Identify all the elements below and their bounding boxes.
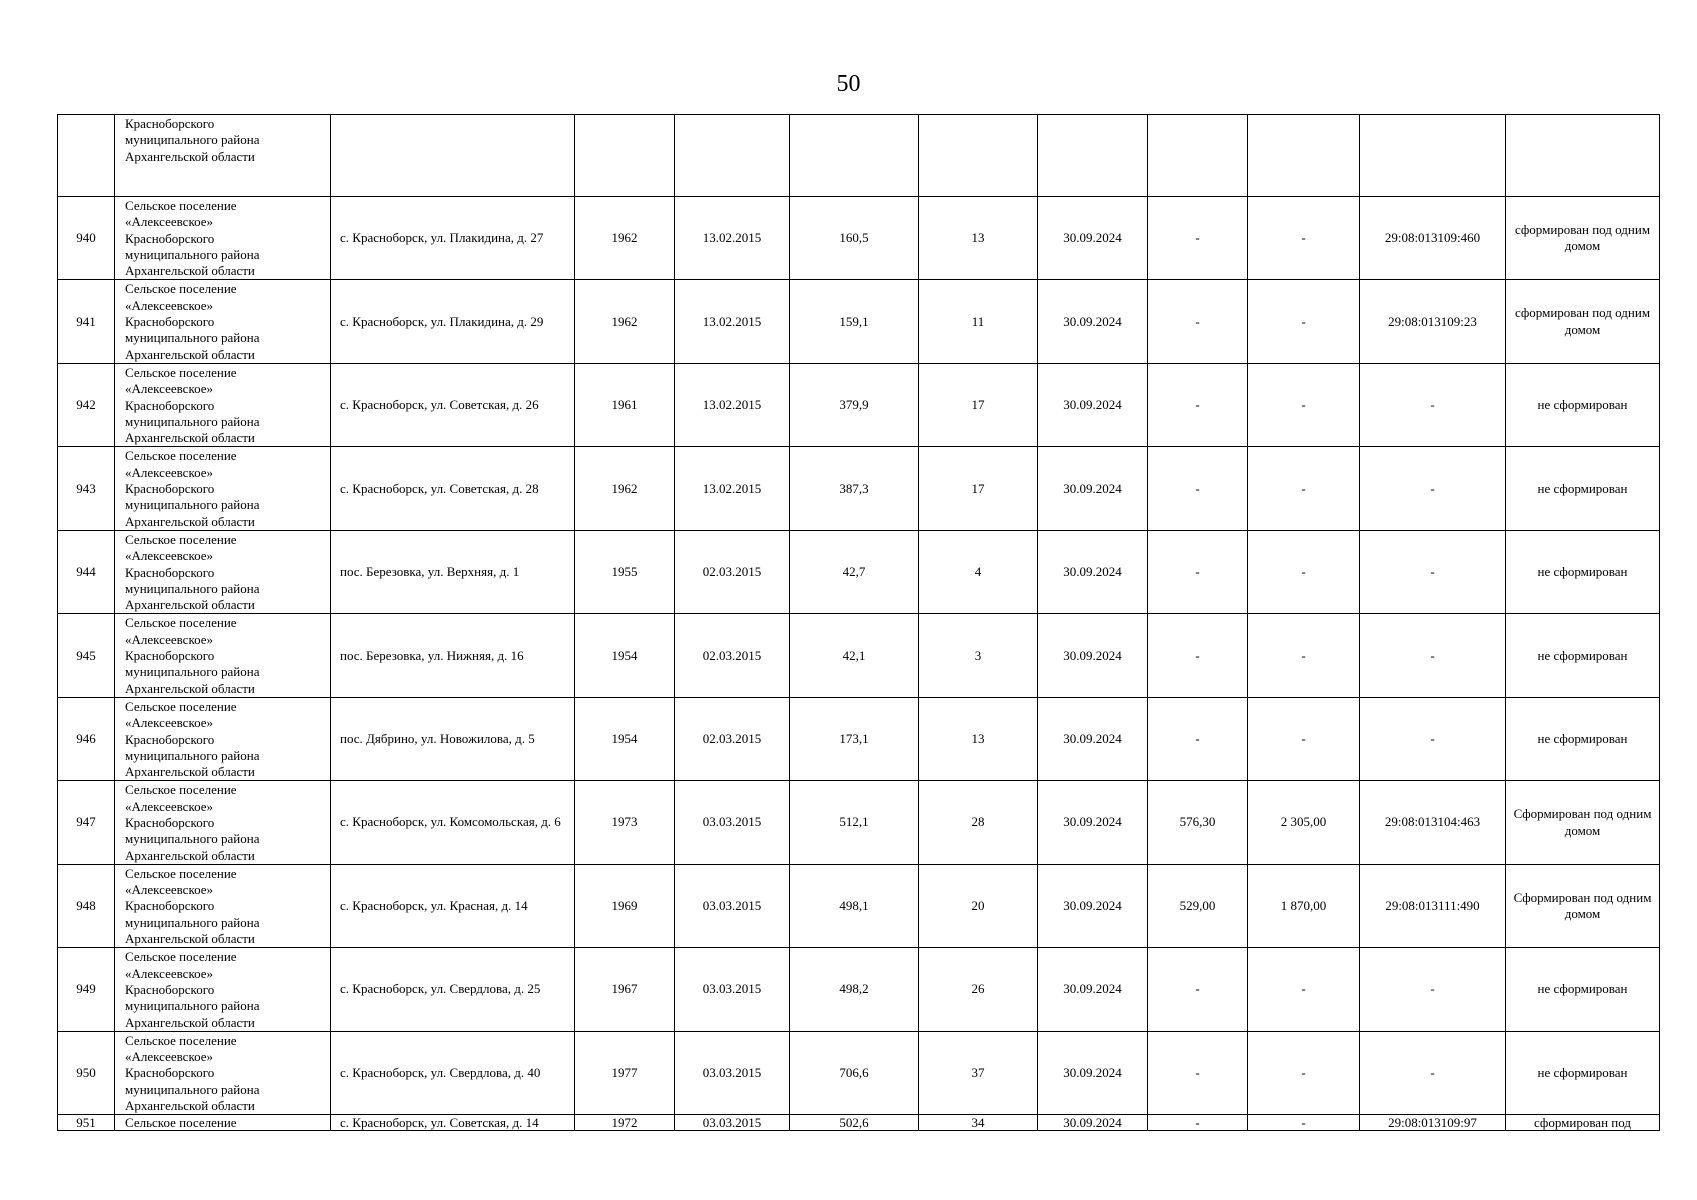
municipality-line: Архангельской области bbox=[125, 847, 255, 863]
cell-date-recognized: 13.02.2015 bbox=[675, 197, 790, 280]
cell-col-a: - bbox=[1148, 1115, 1248, 1131]
municipality-line: Сельское поселение bbox=[125, 1032, 237, 1048]
cell-col-a: 529,00 bbox=[1148, 864, 1248, 947]
cell-col-b: - bbox=[1248, 530, 1360, 613]
cell-col-a: 576,30 bbox=[1148, 781, 1248, 864]
municipality-line: Красноборского bbox=[125, 981, 215, 997]
cell-area: 379,9 bbox=[790, 363, 919, 446]
municipality-line: Архангельской области bbox=[125, 1014, 255, 1030]
municipality-line: «Алексеевское» bbox=[125, 715, 214, 731]
municipality-line: муниципального района bbox=[125, 831, 260, 847]
cell-col-b: - bbox=[1248, 197, 1360, 280]
municipality-line: Красноборского bbox=[125, 898, 215, 914]
cell-cadastral: - bbox=[1360, 1031, 1506, 1114]
cell-col-b: - bbox=[1248, 363, 1360, 446]
cell-col-a: - bbox=[1148, 614, 1248, 697]
cell-date-recognized: 03.03.2015 bbox=[675, 1115, 790, 1131]
cell-planned-date bbox=[1038, 115, 1148, 197]
municipality-line: «Алексеевское» bbox=[125, 882, 214, 898]
cell-land-status: Сформирован под одним домом bbox=[1506, 864, 1660, 947]
cell-cadastral: 29:08:013104:463 bbox=[1360, 781, 1506, 864]
cell-no: 943 bbox=[58, 447, 115, 530]
municipality-line: Сельское поселение bbox=[125, 1115, 237, 1131]
cell-land-status: не сформирован bbox=[1506, 447, 1660, 530]
table-row bbox=[58, 697, 1660, 780]
cell-municipality bbox=[115, 280, 331, 363]
cell-no: 944 bbox=[58, 530, 115, 613]
cell-no: 945 bbox=[58, 614, 115, 697]
municipality-line: Красноборского bbox=[125, 314, 215, 330]
cell-date-recognized: 03.03.2015 bbox=[675, 948, 790, 1031]
cell-col-b: - bbox=[1248, 280, 1360, 363]
cell-planned-date: 30.09.2024 bbox=[1038, 197, 1148, 280]
cell-residents: 34 bbox=[919, 1115, 1038, 1131]
cell-col-a: - bbox=[1148, 280, 1248, 363]
cell-planned-date: 30.09.2024 bbox=[1038, 1031, 1148, 1114]
cell-no: 950 bbox=[58, 1031, 115, 1114]
cell-cadastral: 29:08:013109:97 bbox=[1360, 1115, 1506, 1131]
cell-area bbox=[790, 115, 919, 197]
municipality-line: Красноборского bbox=[125, 814, 215, 830]
cell-year: 1969 bbox=[575, 864, 675, 947]
cell-no: 946 bbox=[58, 697, 115, 780]
cell-no: 940 bbox=[58, 197, 115, 280]
cell-address: пос. Дябрино, ул. Новожилова, д. 5 bbox=[331, 697, 575, 780]
cell-land-status: сформирован под одним домом bbox=[1506, 197, 1660, 280]
cell-col-b: - bbox=[1248, 697, 1360, 780]
municipality-line: «Алексеевское» bbox=[125, 631, 214, 647]
cell-cadastral: 29:08:013109:23 bbox=[1360, 280, 1506, 363]
cell-residents: 17 bbox=[919, 363, 1038, 446]
cell-planned-date: 30.09.2024 bbox=[1038, 948, 1148, 1031]
cell-planned-date: 30.09.2024 bbox=[1038, 614, 1148, 697]
cell-municipality bbox=[115, 115, 331, 197]
cell-col-b: - bbox=[1248, 614, 1360, 697]
municipality-line: муниципального района bbox=[125, 413, 260, 429]
cell-residents: 4 bbox=[919, 530, 1038, 613]
cell-address: с. Красноборск, ул. Плакидина, д. 29 bbox=[331, 280, 575, 363]
cell-land-status: не сформирован bbox=[1506, 1031, 1660, 1114]
municipality-line: Архангельской области bbox=[125, 764, 255, 780]
cell-year: 1962 bbox=[575, 280, 675, 363]
cell-col-a: - bbox=[1148, 530, 1248, 613]
municipality-line: муниципального района bbox=[125, 747, 260, 763]
cell-col-a: - bbox=[1148, 697, 1248, 780]
cell-planned-date: 30.09.2024 bbox=[1038, 1115, 1148, 1131]
table-body bbox=[58, 115, 1660, 1131]
cell-area: 502,6 bbox=[790, 1115, 919, 1131]
cell-cadastral bbox=[1360, 115, 1506, 197]
cell-land-status: сформирован под одним домом bbox=[1506, 280, 1660, 363]
municipality-line: Красноборского bbox=[125, 397, 215, 413]
municipality-line: муниципального района bbox=[125, 580, 260, 596]
cell-residents: 11 bbox=[919, 280, 1038, 363]
cell-residents: 17 bbox=[919, 447, 1038, 530]
table-row bbox=[58, 530, 1660, 613]
cell-residents: 13 bbox=[919, 197, 1038, 280]
cell-address: пос. Березовка, ул. Нижняя, д. 16 bbox=[331, 614, 575, 697]
municipality-line: Архангельской области bbox=[125, 1098, 255, 1114]
table-row bbox=[58, 614, 1660, 697]
cell-col-b: - bbox=[1248, 948, 1360, 1031]
cell-col-a: - bbox=[1148, 197, 1248, 280]
municipality-line: «Алексеевское» bbox=[125, 1049, 214, 1065]
cell-col-b: - bbox=[1248, 1115, 1360, 1131]
municipality-line: Сельское поселение bbox=[125, 698, 237, 714]
municipality-line: «Алексеевское» bbox=[125, 798, 214, 814]
cell-cadastral: - bbox=[1360, 447, 1506, 530]
cell-land-status: Сформирован под одним домом bbox=[1506, 781, 1660, 864]
cell-col-a bbox=[1148, 115, 1248, 197]
cell-date-recognized: 02.03.2015 bbox=[675, 697, 790, 780]
cell-planned-date: 30.09.2024 bbox=[1038, 864, 1148, 947]
cell-address: с. Красноборск, ул. Свердлова, д. 25 bbox=[331, 948, 575, 1031]
page-number: 50 bbox=[836, 71, 861, 97]
cell-municipality bbox=[115, 447, 331, 530]
municipality-line: Красноборского bbox=[125, 564, 215, 580]
cell-address: с. Красноборск, ул. Плакидина, д. 27 bbox=[331, 197, 575, 280]
cell-cadastral: 29:08:013109:460 bbox=[1360, 197, 1506, 280]
cell-year: 1954 bbox=[575, 697, 675, 780]
cell-col-b: 2 305,00 bbox=[1248, 781, 1360, 864]
cell-address: с. Красноборск, ул. Советская, д. 28 bbox=[331, 447, 575, 530]
cell-date-recognized: 13.02.2015 bbox=[675, 447, 790, 530]
cell-area: 387,3 bbox=[790, 447, 919, 530]
municipality-line: Архангельской области bbox=[125, 931, 255, 947]
cell-year: 1967 bbox=[575, 948, 675, 1031]
cell-municipality bbox=[115, 697, 331, 780]
cell-year: 1961 bbox=[575, 363, 675, 446]
cell-planned-date: 30.09.2024 bbox=[1038, 781, 1148, 864]
cell-land-status: не сформирован bbox=[1506, 363, 1660, 446]
cell-no: 942 bbox=[58, 363, 115, 446]
cell-municipality bbox=[115, 363, 331, 446]
cell-col-b bbox=[1248, 115, 1360, 197]
municipality-line: муниципального района bbox=[125, 246, 260, 262]
cell-cadastral: - bbox=[1360, 697, 1506, 780]
municipality-line: Сельское поселение bbox=[125, 198, 237, 213]
cell-date-recognized: 02.03.2015 bbox=[675, 530, 790, 613]
table-row bbox=[58, 1115, 1660, 1131]
cell-date-recognized: 13.02.2015 bbox=[675, 280, 790, 363]
cell-municipality bbox=[115, 614, 331, 697]
municipality-line: Сельское поселение bbox=[125, 949, 237, 965]
cell-date-recognized bbox=[675, 115, 790, 197]
municipality-line: Архангельской области bbox=[125, 263, 255, 279]
municipality-line: Архангельской области bbox=[125, 597, 255, 613]
cell-year: 1962 bbox=[575, 447, 675, 530]
cell-no: 949 bbox=[58, 948, 115, 1031]
cell-planned-date: 30.09.2024 bbox=[1038, 363, 1148, 446]
cell-residents: 3 bbox=[919, 614, 1038, 697]
cell-cadastral: - bbox=[1360, 948, 1506, 1031]
cell-date-recognized: 03.03.2015 bbox=[675, 1031, 790, 1114]
municipality-line: Сельское поселение bbox=[125, 364, 237, 380]
cell-year: 1962 bbox=[575, 197, 675, 280]
municipality-line: Архангельской области bbox=[125, 148, 255, 164]
cell-land-status: не сформирован bbox=[1506, 948, 1660, 1031]
municipality-line: муниципального района bbox=[125, 497, 260, 513]
municipality-line: Сельское поселение bbox=[125, 865, 237, 881]
table-row-continuation bbox=[58, 115, 1660, 197]
table-row bbox=[58, 363, 1660, 446]
cell-municipality bbox=[115, 948, 331, 1031]
cell-municipality bbox=[115, 1031, 331, 1114]
cell-area: 159,1 bbox=[790, 280, 919, 363]
municipality-line: Сельское поселение bbox=[125, 281, 237, 297]
cell-municipality bbox=[115, 1115, 331, 1131]
cell-area: 160,5 bbox=[790, 197, 919, 280]
cell-col-a: - bbox=[1148, 948, 1248, 1031]
cell-land-status: не сформирован bbox=[1506, 614, 1660, 697]
cell-year: 1955 bbox=[575, 530, 675, 613]
cell-col-b: - bbox=[1248, 447, 1360, 530]
municipality-line: Сельское поселение bbox=[125, 531, 237, 547]
table-row bbox=[58, 280, 1660, 363]
cell-address: с. Красноборск, ул. Советская, д. 14 bbox=[331, 1115, 575, 1131]
cell-planned-date: 30.09.2024 bbox=[1038, 530, 1148, 613]
cell-address: с. Красноборск, ул. Советская, д. 26 bbox=[331, 363, 575, 446]
cell-col-b: - bbox=[1248, 1031, 1360, 1114]
municipality-line: Архангельской области bbox=[125, 430, 255, 446]
municipality-line: Сельское поселение bbox=[125, 615, 237, 631]
municipality-line: Архангельской области bbox=[125, 680, 255, 696]
cell-no: 947 bbox=[58, 781, 115, 864]
cell-residents: 13 bbox=[919, 697, 1038, 780]
table-row bbox=[58, 197, 1660, 280]
cell-area: 512,1 bbox=[790, 781, 919, 864]
cell-no: 948 bbox=[58, 864, 115, 947]
cell-area: 706,6 bbox=[790, 1031, 919, 1114]
municipality-line: муниципального района bbox=[125, 664, 260, 680]
cell-year bbox=[575, 115, 675, 197]
municipality-line: муниципального района bbox=[125, 132, 260, 148]
table-row bbox=[58, 864, 1660, 947]
cell-date-recognized: 03.03.2015 bbox=[675, 864, 790, 947]
municipality-line: Архангельской области bbox=[125, 513, 255, 529]
cell-planned-date: 30.09.2024 bbox=[1038, 447, 1148, 530]
cell-address bbox=[331, 115, 575, 197]
table-row bbox=[58, 948, 1660, 1031]
municipality-line: Красноборского bbox=[125, 731, 215, 747]
municipality-line: Красноборского bbox=[125, 648, 215, 664]
cell-year: 1972 bbox=[575, 1115, 675, 1131]
cell-land-status bbox=[1506, 115, 1660, 197]
cell-address: с. Красноборск, ул. Комсомольская, д. 6 bbox=[331, 781, 575, 864]
cell-municipality bbox=[115, 781, 331, 864]
cell-municipality bbox=[115, 197, 331, 280]
cell-address: с. Красноборск, ул. Красная, д. 14 bbox=[331, 864, 575, 947]
cell-area: 498,2 bbox=[790, 948, 919, 1031]
cell-area: 42,7 bbox=[790, 530, 919, 613]
municipality-line: Красноборского bbox=[125, 230, 215, 246]
table-row bbox=[58, 781, 1660, 864]
cell-residents: 37 bbox=[919, 1031, 1038, 1114]
municipality-line: Красноборского bbox=[125, 1065, 215, 1081]
table-row bbox=[58, 1031, 1660, 1114]
municipality-line: Архангельской области bbox=[125, 346, 255, 362]
cell-municipality bbox=[115, 530, 331, 613]
cell-area: 42,1 bbox=[790, 614, 919, 697]
cell-residents: 28 bbox=[919, 781, 1038, 864]
cell-area: 498,1 bbox=[790, 864, 919, 947]
cell-planned-date: 30.09.2024 bbox=[1038, 697, 1148, 780]
cell-no: 941 bbox=[58, 280, 115, 363]
cell-cadastral: 29:08:013111:490 bbox=[1360, 864, 1506, 947]
cell-area: 173,1 bbox=[790, 697, 919, 780]
municipality-line: Сельское поселение bbox=[125, 448, 237, 464]
cell-date-recognized: 02.03.2015 bbox=[675, 614, 790, 697]
municipality-line: «Алексеевское» bbox=[125, 965, 214, 981]
cell-no: 951 bbox=[58, 1115, 115, 1131]
cell-cadastral: - bbox=[1360, 530, 1506, 613]
municipality-line: Сельское поселение bbox=[125, 782, 237, 798]
cell-land-status: не сформирован bbox=[1506, 530, 1660, 613]
cell-no bbox=[58, 115, 115, 197]
cell-residents: 20 bbox=[919, 864, 1038, 947]
cell-date-recognized: 13.02.2015 bbox=[675, 363, 790, 446]
municipality-line: «Алексеевское» bbox=[125, 548, 214, 564]
municipality-line: муниципального района bbox=[125, 1081, 260, 1097]
cell-land-status: не сформирован bbox=[1506, 697, 1660, 780]
cell-col-b: 1 870,00 bbox=[1248, 864, 1360, 947]
municipality-line: Красноборского bbox=[125, 116, 215, 131]
municipality-line: Красноборского bbox=[125, 481, 215, 497]
cell-year: 1977 bbox=[575, 1031, 675, 1114]
cell-municipality bbox=[115, 864, 331, 947]
cell-col-a: - bbox=[1148, 1031, 1248, 1114]
table-row bbox=[58, 447, 1660, 530]
cell-date-recognized: 03.03.2015 bbox=[675, 781, 790, 864]
cell-col-a: - bbox=[1148, 363, 1248, 446]
cell-residents: 26 bbox=[919, 948, 1038, 1031]
cell-land-status: сформирован под bbox=[1506, 1115, 1660, 1131]
cell-address: пос. Березовка, ул. Верхняя, д. 1 bbox=[331, 530, 575, 613]
cell-address: с. Красноборск, ул. Свердлова, д. 40 bbox=[331, 1031, 575, 1114]
municipality-line: «Алексеевское» bbox=[125, 214, 214, 230]
cell-col-a: - bbox=[1148, 447, 1248, 530]
cell-residents bbox=[919, 115, 1038, 197]
cell-year: 1973 bbox=[575, 781, 675, 864]
municipality-line: муниципального района bbox=[125, 914, 260, 930]
cell-year: 1954 bbox=[575, 614, 675, 697]
housing-registry-table bbox=[57, 114, 1660, 1131]
municipality-line: муниципального района bbox=[125, 998, 260, 1014]
cell-cadastral: - bbox=[1360, 614, 1506, 697]
municipality-line: «Алексеевское» bbox=[125, 464, 214, 480]
cell-cadastral: - bbox=[1360, 363, 1506, 446]
municipality-line: «Алексеевское» bbox=[125, 297, 214, 313]
cell-planned-date: 30.09.2024 bbox=[1038, 280, 1148, 363]
municipality-line: «Алексеевское» bbox=[125, 381, 214, 397]
municipality-line: муниципального района bbox=[125, 330, 260, 346]
